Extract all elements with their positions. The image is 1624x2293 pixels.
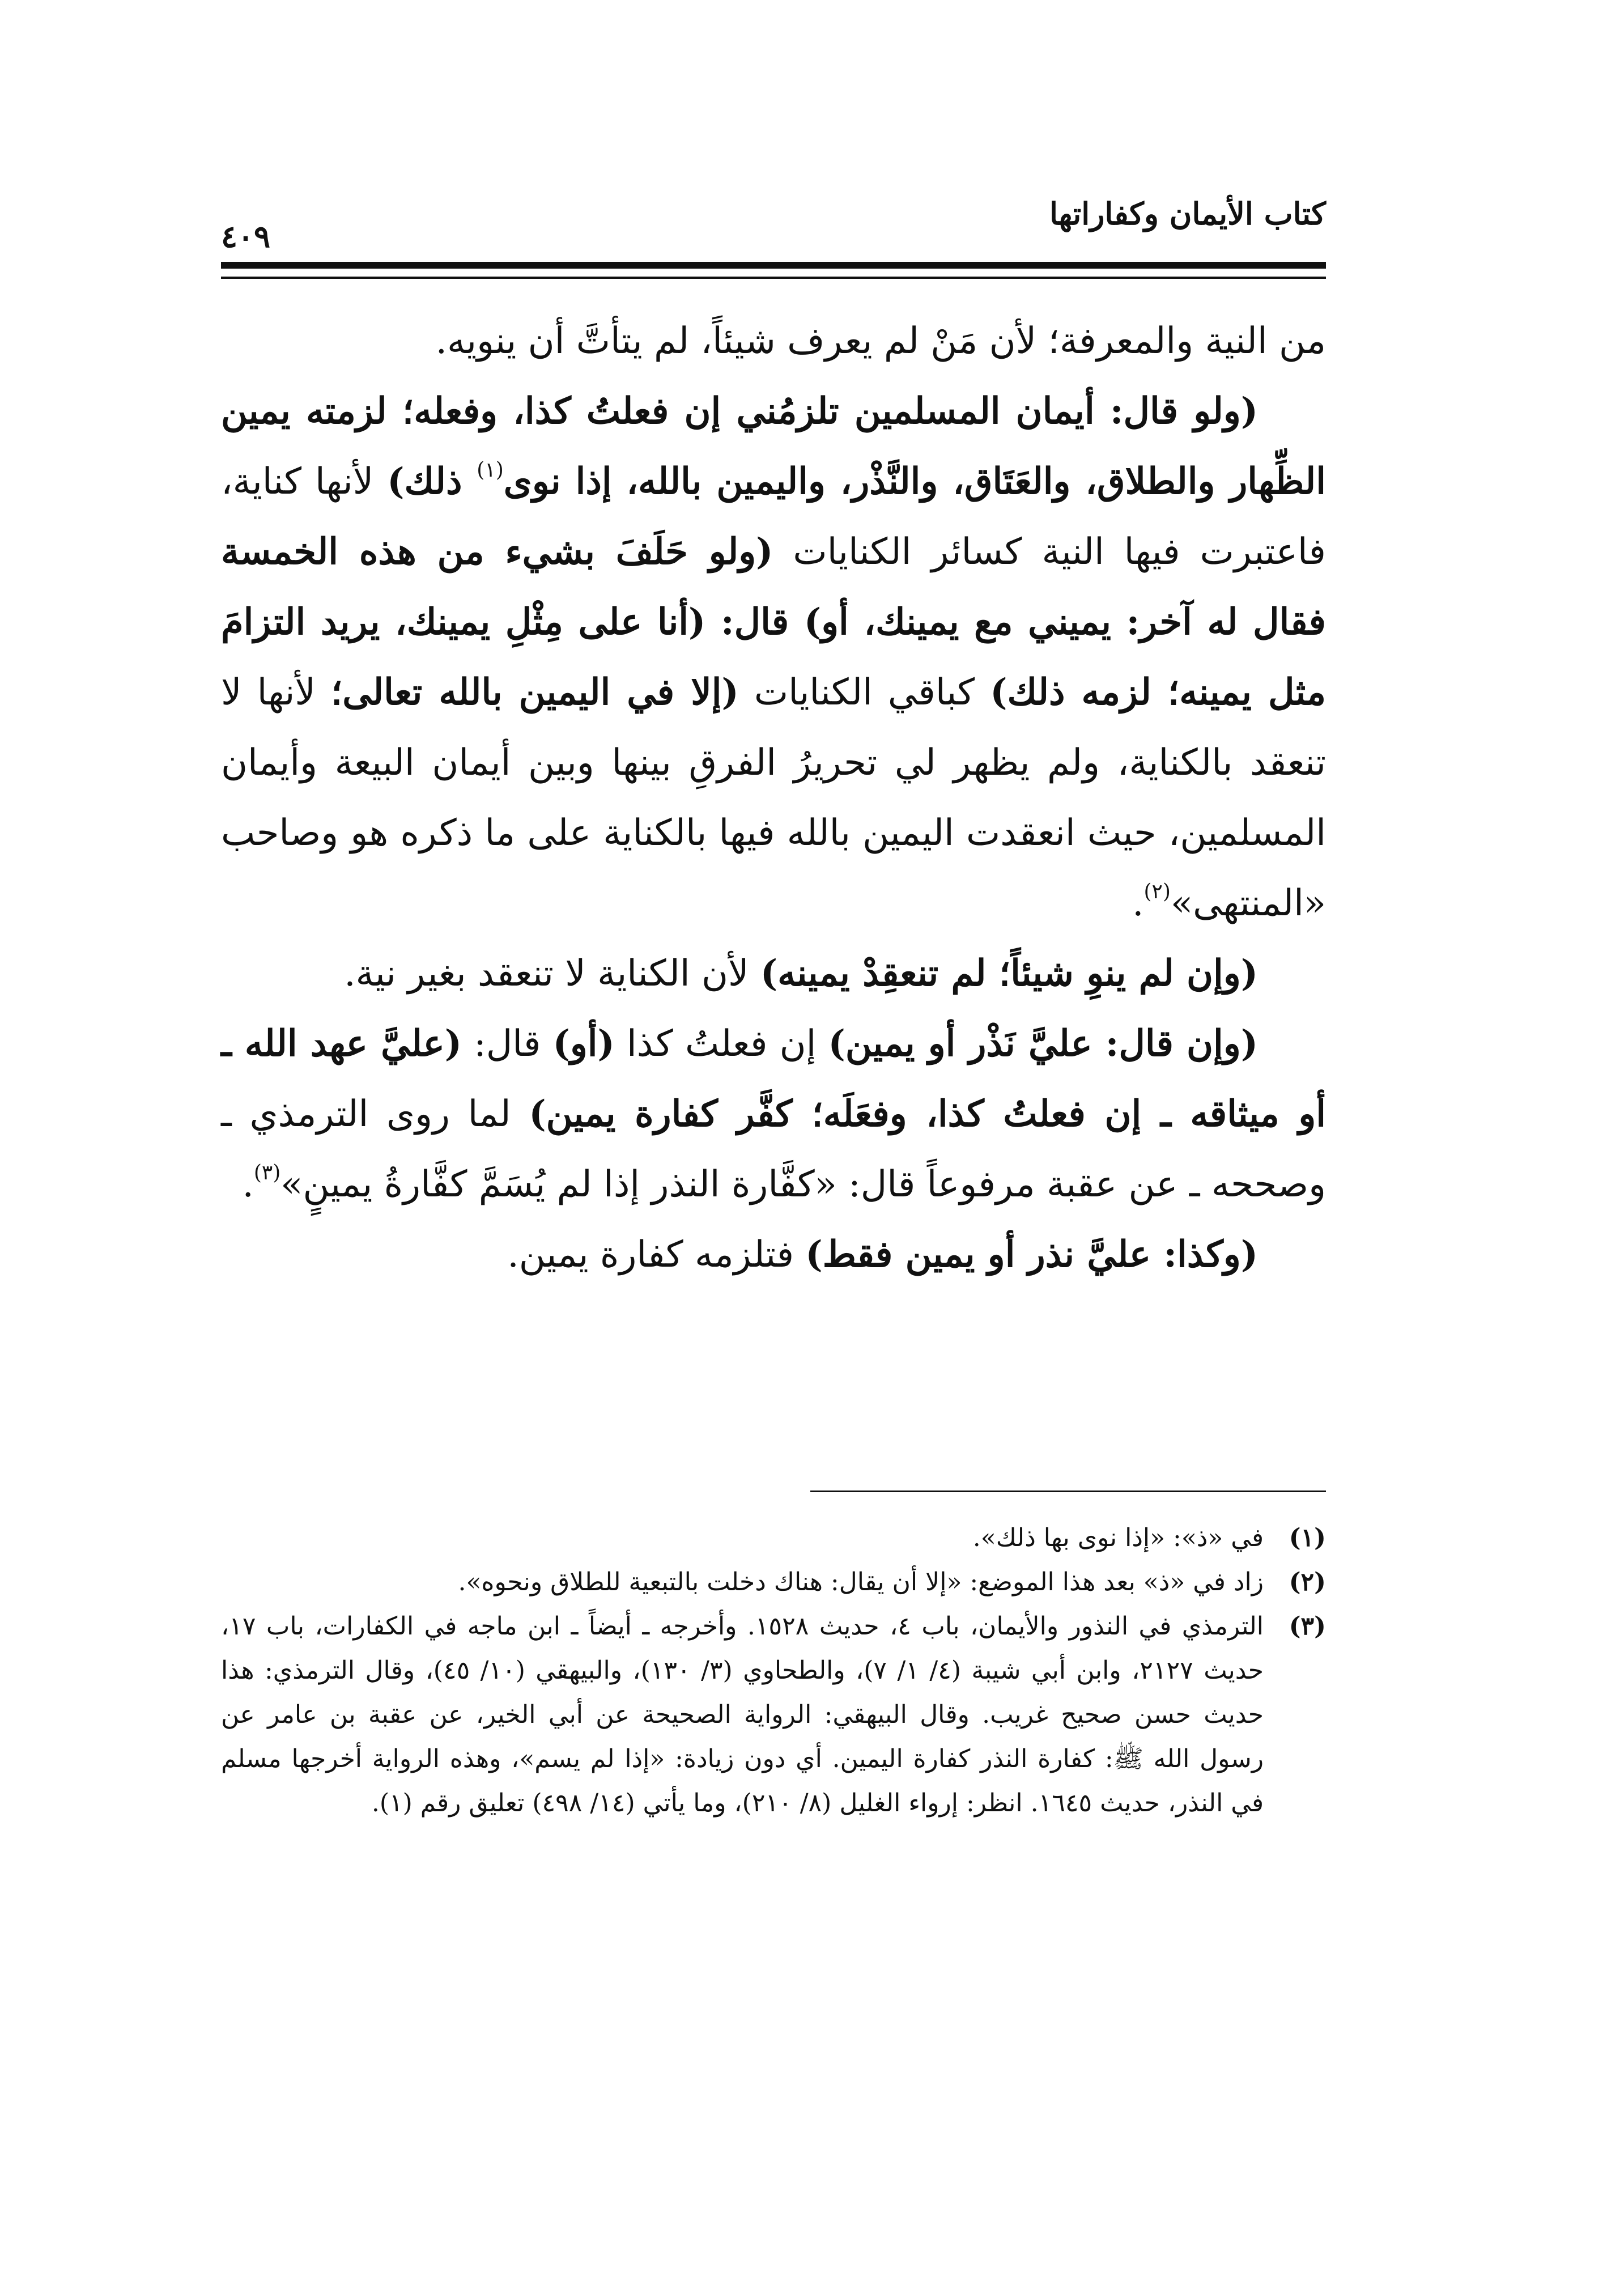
bold-text-segment: ذلك) [387,460,477,503]
bold-text-segment: (وإن لم ينوِ شيئاً؛ لم تنعقِدْ يمينه) [760,952,1258,995]
paragraph [221,1009,1326,1220]
footnote-text: في «ذ»: «إذا نوى بها ذلك». [972,1523,1264,1552]
footnote-text: الترمذي في النذور والأيمان، باب ٤، حديث ١٥٢٨. وأخرجه ـ أيضاً ـ ابن ماجه في الكفارات، باب ١٧، حديث ٢١٢٧، وابن أبي شيبة (٤/ ١/ ٧)، والطحاوي (٣/ ١٣٠)، والبيهقي (١٠/ ٤٥)، وقال الترمذي: هذا حديث حسن صحيح غريب. وقال البيهقي: الرواية الصحيحة عن أبي الخير، عن عقبة بن عامر عن رسول الله ﷺ: كفارة النذر كفارة اليمين. أي دون زيادة: «إذا لم يسم»، وهذه الرواية أخرجها مسلم في النذر، حديث ١٦٤٥. انظر: إرواء الغليل (٨/ ٢١٠)، وما يأتي (١٤/ ٤٩٨) تعليق رقم (١). [221,1612,1264,1818]
text-segment: كباقي الكنايات [738,672,990,714]
running-title: كتاب الأيمان وكفاراتها [1049,196,1326,232]
paragraph [221,376,1326,939]
bold-text-segment: (عليَّ عهد الله ـ أو ميثاقه ـ إن فعلتُ كذا، وفعَلَه؛ كفَّر كفارة يمين) [221,1022,1327,1135]
paragraph [221,939,1326,1009]
main-text [221,306,1326,1290]
footnote [221,1560,1326,1604]
bold-text-segment: (ولو قال: أيمان المسلمين تلزمُني إن فعلتُ كذا، وفعله؛ لزمته يمين الظِّهار والطلاق، والعَتَاق، والنَّذْر، واليمين بالله، إذا نوى [221,390,1326,503]
bold-text-segment: (إلا في اليمين بالله تعالى؛ [330,671,739,714]
bold-text-segment: (وإن قال: عليَّ نَذْر أو يمين) [828,1022,1259,1065]
text-segment: لأنها لا تنعقد بالكناية، ولم يظهر لي تحريرُ الفرقِ بينها وبين أيمان البيعة وأيمان المسلمين، حيث انعقدت اليمين بالله فيها بالكناية على ما ذكره هو وصاحب «المنتهى» [221,672,1327,924]
bold-text-segment: (ولو حَلَفَ بشيء من هذه الخمسة فقال له آخر: يميني مع يمينك، أو) قال: (أنا على مِثْلِ يمينك، يريد التزامَ مثل يمينه؛ لزمه ذلك) [221,530,1327,714]
footnote [221,1604,1326,1825]
page-header [221,196,1326,254]
footnote-text: زاد في «ذ» بعد هذا الموضع: «إلا أن يقال: هناك دخلت بالتبعية للطلاق ونحوه». [458,1568,1264,1596]
footnote-ref: (٢) [1143,880,1171,903]
footnotes [221,1516,1326,1825]
text-segment: لما روى الترمذي ـ وصححه ـ عن عقبة مرفوعاً قال: «كفَّارة النذر إذا لم يُسَمَّ كفَّارةُ يمينٍ» [221,1093,1326,1205]
text-segment: إن فعلتُ كذا [614,1023,828,1065]
footnote-number: (٣) [1289,1612,1326,1641]
text-segment: من النية والمعرفة؛ لأن مَنْ لم يعرف شيئاً، لم يتأتَّ أن ينويه. [435,320,1326,362]
header-rule-thick [221,262,1326,269]
footnote-ref: (١) [477,458,504,482]
footnote-ref: (٣) [253,1161,281,1184]
paragraph [221,1220,1326,1290]
text-segment: قال: [462,1023,553,1065]
text-segment: فتلزمه كفارة يمين. [507,1234,806,1276]
text-segment: لأنها كناية، فاعتبرت فيها النية كسائر الكنايات [221,461,1327,573]
footnote-number: (١) [1289,1523,1326,1552]
footnote [221,1516,1326,1560]
footnote-number: (٢) [1289,1568,1326,1596]
bold-text-segment: (وكذا: عليَّ نذر أو يمين فقط) [805,1233,1258,1276]
text-segment: . [242,1164,254,1205]
paragraph [221,306,1326,376]
page-number: ٤٠٩ [221,218,271,254]
text-segment: . [1132,882,1144,924]
footnote-divider [810,1491,1326,1492]
text-segment: لأن الكناية لا تنعقد بغير نية. [344,953,760,995]
bold-text-segment: (أو) [552,1022,615,1065]
header-rule-thin [221,277,1326,279]
